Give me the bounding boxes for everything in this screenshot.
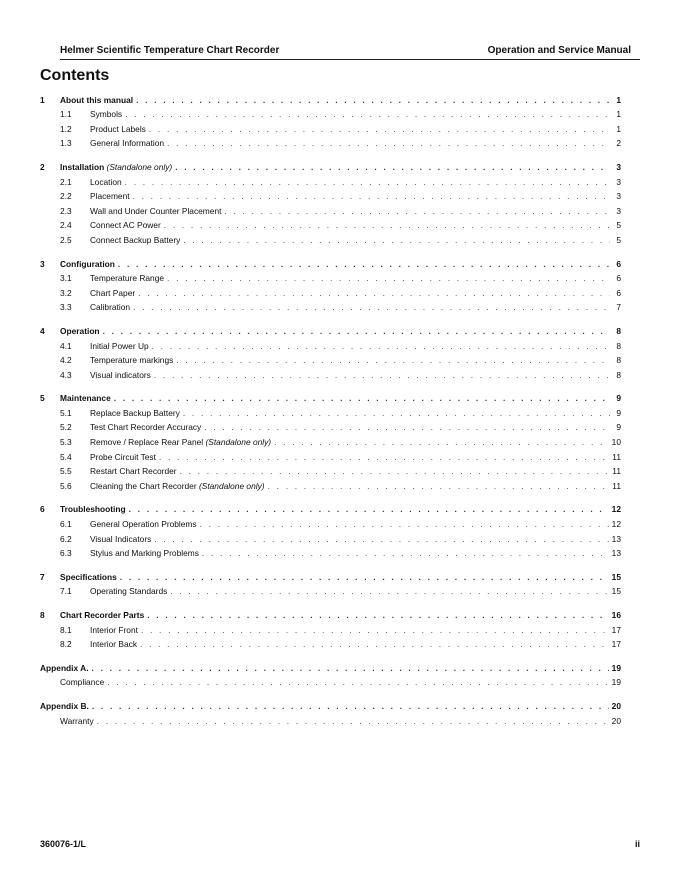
toc-subsection-entry[interactable] xyxy=(40,529,621,544)
subsection-page-number: 8 xyxy=(616,369,621,380)
toc-subsection-entry[interactable] xyxy=(40,336,621,351)
dot-leader xyxy=(180,466,610,476)
toc-section-entry[interactable] xyxy=(40,321,621,336)
subsection-number: 3.2 xyxy=(60,287,72,298)
subsection-page-number: 3 xyxy=(616,205,621,216)
subsection-title: Initial Power Up xyxy=(90,340,149,351)
subsection-number: 8.1 xyxy=(60,624,72,635)
subsection-qualifier: (Standalone only) xyxy=(198,480,265,491)
subsection-page-number: 17 xyxy=(611,639,621,650)
subsection-page-number: 7 xyxy=(616,302,621,313)
subsection-title: Compliance xyxy=(60,677,105,688)
toc-subsection-entry[interactable] xyxy=(40,134,621,149)
subsection-title: Probe Circuit Test xyxy=(90,451,156,462)
subsection-number: 2.4 xyxy=(60,220,72,231)
toc-subsection-entry[interactable] xyxy=(40,216,621,231)
subsection-page-number: 17 xyxy=(611,624,621,635)
header-manual-type: Operation and Service Manual xyxy=(487,45,631,56)
section-qualifier: (Standalone only) xyxy=(106,161,173,172)
subsection-page-number: 9 xyxy=(616,422,621,433)
subsection-title: Test Chart Recorder Accuracy xyxy=(90,422,202,433)
toc-section-entry[interactable] xyxy=(40,567,621,582)
dot-leader xyxy=(125,109,610,119)
subsection-page-number: 19 xyxy=(611,677,621,688)
subsection-title: Product Labels xyxy=(90,123,146,134)
dot-leader xyxy=(152,341,610,351)
toc-subsection-entry[interactable] xyxy=(40,620,621,635)
toc-subsection-entry[interactable] xyxy=(40,514,621,529)
subsection-number: 4.1 xyxy=(60,340,72,351)
dot-leader xyxy=(125,177,610,187)
subsection-title: General Operation Problems xyxy=(90,519,197,530)
dot-leader xyxy=(103,326,610,336)
subsection-page-number: 2 xyxy=(616,138,621,149)
dot-leader xyxy=(136,95,610,105)
toc-subsection-entry[interactable] xyxy=(40,187,621,202)
dot-leader xyxy=(202,548,609,558)
subsection-title: Interior Back xyxy=(90,639,138,650)
subsection-title: Remove / Replace Rear Panel (Standalone only) xyxy=(90,437,272,448)
dot-leader xyxy=(167,273,610,283)
subsection-qualifier: (Standalone only) xyxy=(205,437,272,448)
dot-leader xyxy=(114,393,610,403)
subsection-number: 3.3 xyxy=(60,302,72,313)
subsection-title: Operating Standards xyxy=(90,586,168,597)
subsection-number: 2.1 xyxy=(60,176,72,187)
toc-subsection-entry[interactable] xyxy=(40,447,621,462)
subsection-page-number: 5 xyxy=(616,220,621,231)
toc-subsection-entry[interactable] xyxy=(40,283,621,298)
section-number: 6 xyxy=(40,504,45,515)
toc-section-entry[interactable] xyxy=(40,157,621,172)
dot-leader xyxy=(170,586,608,596)
section-gap xyxy=(40,491,621,500)
section-title: Specifications xyxy=(60,571,117,582)
subsection-number: 4.2 xyxy=(60,355,72,366)
subsection-number: 8.2 xyxy=(60,639,72,650)
subsection-page-number: 3 xyxy=(616,191,621,202)
section-title: Operation xyxy=(60,325,100,336)
subsection-number: 7.1 xyxy=(60,586,72,597)
dot-leader xyxy=(154,370,610,380)
dot-leader xyxy=(224,206,610,216)
dot-leader xyxy=(138,288,610,298)
dot-leader xyxy=(140,639,609,649)
section-title: About this manual xyxy=(60,94,134,105)
section-title: Chart Recorder Parts xyxy=(60,610,145,620)
dot-leader xyxy=(175,162,610,172)
subsection-number: 5.6 xyxy=(60,480,72,491)
subsection-page-number: 13 xyxy=(611,533,621,544)
section-title: Appendix A. xyxy=(40,662,89,673)
dot-leader xyxy=(147,610,608,620)
subsection-number: 5.2 xyxy=(60,422,72,433)
subsection-number: 4.3 xyxy=(60,369,72,380)
toc-section-entry[interactable] xyxy=(40,254,621,269)
subsection-page-number: 8 xyxy=(616,340,621,351)
subsection-number: 6.2 xyxy=(60,533,72,544)
subsection-title: Placement xyxy=(90,191,130,202)
section-title: Appendix B. xyxy=(40,700,89,711)
dot-leader xyxy=(133,191,610,201)
subsection-title: Interior Front xyxy=(90,624,138,635)
dot-leader xyxy=(167,138,610,148)
section-number: 7 xyxy=(40,571,45,582)
subsection-number: 5.3 xyxy=(60,437,72,448)
subsection-page-number: 5 xyxy=(616,234,621,245)
subsection-page-number: 20 xyxy=(611,715,621,726)
subsection-title: Wall and Under Counter Placement xyxy=(90,205,222,216)
subsection-page-number: 11 xyxy=(612,466,621,477)
dot-leader xyxy=(164,220,610,230)
subsection-title: Temperature markings xyxy=(90,355,174,366)
subsection-title: Symbols xyxy=(90,109,123,120)
toc-subsection-entry[interactable] xyxy=(40,119,621,134)
dot-leader xyxy=(107,677,608,687)
subsection-page-number: 1 xyxy=(616,123,621,134)
subsection-number: 5.5 xyxy=(60,466,72,477)
toc-subsection-entry[interactable] xyxy=(40,462,621,477)
subsection-number: 5.4 xyxy=(60,451,72,462)
dot-leader xyxy=(274,437,609,447)
section-page-number: 8 xyxy=(616,325,621,336)
section-number: 3 xyxy=(40,258,45,269)
subsection-page-number: 11 xyxy=(612,480,621,491)
section-page-number: 16 xyxy=(611,610,621,620)
toc-section-entry[interactable] xyxy=(40,605,621,620)
section-gap xyxy=(40,558,621,567)
section-number: 1 xyxy=(40,94,45,105)
dot-leader xyxy=(183,235,610,245)
subsection-number: 1.3 xyxy=(60,138,72,149)
dot-leader xyxy=(133,302,610,312)
section-gap xyxy=(40,245,621,254)
dot-leader xyxy=(154,534,608,544)
footer-page-number: ii xyxy=(634,839,640,849)
subsection-number: 6.1 xyxy=(60,519,72,530)
dot-leader xyxy=(120,572,609,582)
subsection-title: Calibration xyxy=(90,302,131,313)
footer-document-number: 360076-1/L xyxy=(40,839,87,849)
section-page-number: 20 xyxy=(611,700,621,711)
toc-subsection-entry[interactable] xyxy=(40,365,621,380)
subsection-page-number: 3 xyxy=(616,176,621,187)
section-gap xyxy=(40,687,621,696)
toc-subsection-entry[interactable] xyxy=(40,673,621,688)
subsection-number: 1.1 xyxy=(60,109,72,120)
dot-leader xyxy=(268,481,610,491)
section-gap xyxy=(40,649,621,658)
toc-subsection-entry[interactable] xyxy=(40,544,621,559)
section-page-number: 19 xyxy=(611,662,621,673)
subsection-page-number: 15 xyxy=(611,586,621,597)
subsection-page-number: 10 xyxy=(611,437,621,448)
subsection-title: Replace Backup Battery xyxy=(90,407,180,418)
toc-subsection-entry[interactable] xyxy=(40,201,621,216)
toc-subsection-entry[interactable] xyxy=(40,230,621,245)
section-page-number: 6 xyxy=(616,258,621,269)
subsection-number: 2.3 xyxy=(60,205,72,216)
subsection-title: Stylus and Marking Problems xyxy=(90,548,199,559)
table-of-contents xyxy=(40,90,621,726)
subsection-number: 5.1 xyxy=(60,407,72,418)
subsection-title: Location xyxy=(90,176,122,187)
section-number: 5 xyxy=(40,393,45,404)
subsection-number: 1.2 xyxy=(60,123,72,134)
dot-leader xyxy=(183,408,610,418)
subsection-title: General Information xyxy=(90,138,165,149)
subsection-page-number: 8 xyxy=(616,355,621,366)
section-gap xyxy=(40,148,621,157)
dot-leader xyxy=(129,504,609,514)
subsection-title: Connect AC Power xyxy=(90,220,161,231)
subsection-page-number: 12 xyxy=(611,519,621,530)
dot-leader xyxy=(141,625,609,635)
section-title: Configuration xyxy=(60,258,115,269)
toc-section-entry[interactable] xyxy=(40,389,621,404)
toc-section-entry[interactable] xyxy=(40,90,621,105)
toc-subsection-entry[interactable] xyxy=(40,582,621,597)
toc-subsection-entry[interactable] xyxy=(40,298,621,313)
title-period: . xyxy=(86,662,89,673)
section-gap xyxy=(40,380,621,389)
toc-subsection-entry[interactable] xyxy=(40,432,621,447)
dot-leader xyxy=(159,452,609,462)
section-title: Troubleshooting xyxy=(60,504,126,515)
toc-subsection-entry[interactable] xyxy=(40,105,621,120)
toc-subsection-entry[interactable] xyxy=(40,711,621,726)
subsection-title: Warranty xyxy=(60,715,94,726)
page-title: Contents xyxy=(40,67,110,84)
subsection-title: Chart Paper xyxy=(90,287,136,298)
subsection-number: 6.3 xyxy=(60,548,72,559)
page-header xyxy=(60,45,640,60)
toc-subsection-entry[interactable] xyxy=(40,172,621,187)
section-title: Maintenance xyxy=(60,393,111,404)
subsection-number: 2.2 xyxy=(60,191,72,202)
subsection-number: 2.5 xyxy=(60,234,72,245)
header-document-title: Helmer Scientific Temperature Chart Recorder xyxy=(60,45,280,56)
dot-leader xyxy=(118,259,610,269)
title-period: . xyxy=(86,700,89,711)
dot-leader xyxy=(176,355,610,365)
section-number: 4 xyxy=(40,325,45,336)
subsection-page-number: 6 xyxy=(616,287,621,298)
toc-section-entry[interactable] xyxy=(40,658,621,673)
dot-leader xyxy=(149,124,610,134)
dot-leader xyxy=(200,519,609,529)
subsection-page-number: 1 xyxy=(616,109,621,120)
section-page-number: 3 xyxy=(616,161,621,172)
toc-subsection-entry[interactable] xyxy=(40,351,621,366)
toc-subsection-entry[interactable] xyxy=(40,635,621,650)
section-page-number: 15 xyxy=(611,571,621,582)
subsection-title: Visual indicators xyxy=(90,369,151,380)
dot-leader xyxy=(204,422,610,432)
dot-leader xyxy=(92,663,609,673)
toc-section-entry[interactable] xyxy=(40,696,621,711)
section-title: Installation (Standalone only) xyxy=(60,161,173,172)
toc-subsection-entry[interactable] xyxy=(40,403,621,418)
dot-leader xyxy=(97,716,609,726)
toc-section-entry[interactable] xyxy=(40,500,621,515)
subsection-page-number: 11 xyxy=(612,451,621,462)
toc-subsection-entry[interactable] xyxy=(40,476,621,491)
subsection-page-number: 9 xyxy=(616,407,621,418)
subsection-number: 3.1 xyxy=(60,273,72,284)
subsection-title: Connect Backup Battery xyxy=(90,234,181,245)
subsection-title: Temperature Range xyxy=(90,273,165,284)
toc-subsection-entry[interactable] xyxy=(40,418,621,433)
section-gap xyxy=(40,596,621,605)
section-number: 8 xyxy=(40,610,45,620)
section-number: 2 xyxy=(40,161,45,172)
section-page-number: 12 xyxy=(611,504,621,515)
subsection-title: Cleaning the Chart Recorder (Standalone only) xyxy=(90,480,265,491)
subsection-page-number: 13 xyxy=(611,548,621,559)
section-gap xyxy=(40,312,621,321)
section-page-number: 9 xyxy=(616,393,621,404)
dot-leader xyxy=(92,701,609,711)
subsection-title: Visual Indicators xyxy=(90,533,152,544)
subsection-title: Restart Chart Recorder xyxy=(90,466,177,477)
section-page-number: 1 xyxy=(616,94,621,105)
subsection-page-number: 6 xyxy=(616,273,621,284)
toc-subsection-entry[interactable] xyxy=(40,269,621,284)
